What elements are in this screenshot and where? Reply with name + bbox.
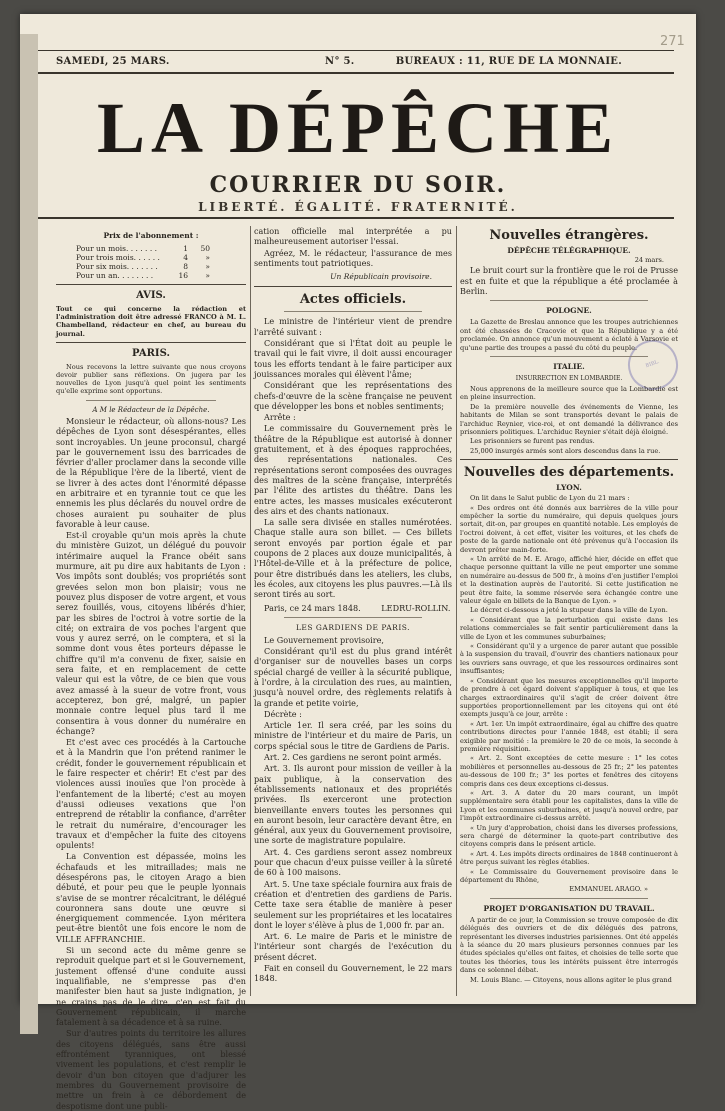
article-paragraph: « Art. 2. Sont exceptées de cette mesure : 1° les cotes mobilières et personnelles au-dessous de 25 fr.; 2° les patentes au-dessous de 100 fr.; 3° les portes et fenêtres des citoyens compris dans ces deux exceptions ci-dessus. (460, 754, 678, 788)
article-paragraph: Le ministre de l'intérieur vient de prendre l'arrêté suivant : (254, 316, 452, 337)
article-paragraph: La salle sera divisée en stalles numérotées. Chaque stalle aura son billet. — Ces billets seront envoyés par portion égale et par coupons de 2 places aux douze municipalités, à l'Hôtel-de-Ville et à la préfecture de police, pour être distribués dans les ateliers, les clubs, les écoles, aux citoyens les plus pauvres.—Là ils seront tirés au sort. (254, 517, 452, 600)
paris-intro: Nous recevons la lettre suivante que nous croyons devoir publier sans réflexions. On jugera par les nouvelles de Lyon jusqu'à quel point les sentiments qu'elle exprime sont opportuns. (56, 362, 246, 396)
price-row: Pour six mois. . . . . . . 8 » (76, 262, 210, 271)
pologne-title: POLOGNE. (546, 306, 592, 316)
shelfmark: 271 (660, 34, 685, 49)
article-paragraph: « Un arrêté de M. E. Arago, affiché hier, décide en effet que chaque personne quittant la ville ne peut emporter une somme en numéraire au-dessus de 500 fr., à moins d'en justifier l'emploi et la destination auprès de l'autorité. Si cette justification ne peut être faite, la somme réservée sera échangée contre une valeur égale en billets de la Banque de Lyon. » (460, 555, 678, 606)
top-rule (38, 50, 674, 51)
letter-address: A M le Rédacteur de la Dépêche. (92, 405, 210, 414)
price-row: Pour trois mois. . . . . . 4 » (76, 253, 210, 262)
projet-title: PROJET D'ORGANISATION DU TRAVAIL. (483, 903, 655, 913)
article-paragraph: Les prisonniers se furent pas rendus. (470, 437, 595, 446)
insurrection-title: INSURRECTION EN LOMBARDIE. (515, 374, 623, 382)
article-paragraph: A partir de ce jour, la Commission se trouve composée de dix délégués des ouvriers et de dix délégués des patrons, représentant les diverses industries parisiennes. Ont été appelés à la séance du 20 mars plusieurs personnes connues par les études spéciales qu'elles ont faites, et choisies de telle sorte que toutes les théories, tous les intérêts puissent être interrogés dans ce solennel débat. (460, 915, 678, 975)
prices-table (76, 244, 246, 280)
article-paragraph: Et c'est avec ces procédés à la Cartouche et à la Mandrin que l'on prétend ranimer le crédit, fonder le gouvernement républicain et le faire respecter et chérir! Et c'est par des violences aussi inouïes que l'on procède à l'enfantement de la liberté; c'est au moyen d'aussi odieuses vexations que l'on entreprend de rétablir la confiance, d'arrêter le retrait du numéraire, d'encourager les travaux et d'empêcher la fuite des citoyens opulents! (56, 737, 246, 851)
masthead-title: LA DÉPÊCHE (96, 88, 620, 168)
masthead-rule (38, 217, 674, 219)
article-paragraph: Si un second acte du même genre se reproduit quelque part et si le Gouvernement, justement offensé d'une conduite aussi inqualifiable, ne s'empresse pas d'en manifester bien haut sa juste indignation, je ne crains pas de le dire, c'en est fait du Gouvernement républicain, il marche fatalement à sa décadence et à sa ruine. (56, 945, 246, 1028)
masthead-subtitle: COURRIER DU SOIR. (209, 172, 507, 198)
divider (86, 400, 216, 401)
article-paragraph: Art. 3. Ils auront pour mission de veiller à la paix publique, à la conservation des établissements nationaux et des propriétés privées. Ils exerceront une protection bienveillante envers toutes les personnes qui en auront besoin, leur caractère devant être, en général, aux yeux du Gouvernement provisoire, une sorte de magistrature populaire. (254, 763, 452, 846)
column-divider (456, 226, 457, 996)
article-paragraph: Article 1er. Il sera créé, par les soins du ministre de l'intérieur et du maire de Paris, un corps spécial sous le titre de Gardiens de Paris. (254, 720, 452, 751)
divider (254, 286, 452, 287)
dispatch-date: 24 mars. (634, 256, 664, 264)
paris-title: PARIS. (132, 347, 170, 359)
article-paragraph: « Un jury d'approbation, choisi dans les diverses professions, sera chargé de déterminer la quote-part contributive des citoyens compris dans le présent article. (460, 823, 678, 849)
divider (490, 898, 648, 899)
avis-title: AVIS. (136, 290, 166, 301)
divider (284, 617, 422, 618)
actes-title: Actes officiels. (299, 292, 407, 308)
header-office: BUREAUX : 11, RUE DE LA MONNAIE. (395, 56, 622, 67)
article-paragraph: Fait en conseil du Gouvernement, le 22 mars 1848. (254, 963, 452, 984)
column-2 (254, 226, 452, 996)
gardiens-title: LES GARDIENS DE PARIS. (295, 622, 411, 632)
price-row: Pour un mois. . . . . . . 1 50 (76, 244, 210, 253)
article-paragraph: De la première nouvelle des événements de Vienne, les habitants de Milan se sont transportés devant le palais de l'archiduc Reynier, vice-roi, et ont demandé la délivrance des prisonniers politiques. L'archiduc Reynier s'était déjà éloigné. (460, 402, 678, 436)
divider (56, 284, 246, 285)
newspaper-page (20, 14, 696, 1111)
article-paragraph: Est-il croyable qu'un mois après la chute du ministère Guizot, un délégué du pouvoir intérimaire auquel la France obéit sans murmure, ait pu dire aux habitants de Lyon : Vos impôts sont doublés; vos propriétés sont grevées selon mon bon plaisir; vous ne pouvez plus disposer de votre argent, et vous serez fouillés, vous, citoyens libérés d'hier, par les sbires de l'octroi à votre sortie de la cité; on extraira de vos poches l'argent que vous y aurez serré, on le comptera, et si la somme dont vous êtes porteurs dépasse le chiffre qu'il m'a convenu de fixer, saisie en sera faite, et en remplacement de cette valeur qui est la vôtre, de ce bien que vous avez amassé à la sueur de votre front, vous accepterez, bon gré, malgré, un papier monnaie contre lequel plus tard il me consentira à vous donner du numéraire en échange? (56, 530, 246, 736)
article-paragraph: « Art. 3. A dater du 20 mars courant, un impôt supplémentaire sera établi pour les capitalistes, dans la ville de Lyon et les communes suburbaines, et jusqu'à nouvel ordre, par l'impôt extraordinaire ci-dessus arrêté. (460, 788, 678, 823)
library-stamp: BIBL. (621, 333, 685, 397)
column-3 (460, 226, 678, 996)
article-paragraph: « Art. 4. Les impôts directs ordinaires de 1848 continueront à être perçus suivant les règles établies. (460, 849, 678, 867)
lyon-signature: EMMANUEL ARAGO. » (569, 885, 648, 894)
divider (490, 300, 648, 301)
article-paragraph: Nous apprenons de la meilleure source que la Lombardie est en pleine insurrection. (460, 384, 678, 402)
masthead-motto: LIBERTÉ. ÉGALITÉ. FRATERNITÉ. (198, 200, 518, 214)
column-divider (250, 226, 251, 996)
article-paragraph: « Considérant que les mesures exceptionnelles qu'il importe de prendre à cet égard doivent s'appliquer à tous, et que les charges extraordinaires qu'il s'agit de créer doivent être supportées proportionnellement par les citoyens qui ont été exempts jusqu'à ce jour, arrête : (460, 676, 678, 719)
article-paragraph: Art. 2. Ces gardiens ne seront point armés. (264, 752, 442, 763)
article-paragraph: « Considérant qu'il y a urgence de parer autant que possible à la suspension du travail, d'ouvrir des chantiers nationaux pour les ouvriers sans ouvrage, et que les ressources ordinaires sont insuffisantes; (460, 642, 678, 676)
divider (490, 356, 648, 357)
article-paragraph: La Gazette de Breslau annonce que les troupes autrichiennes ont été chassées de Cracovie et que la République y a été proclamée. On annonce qu'un mouvement a éclaté à Varsovie et qu'une partie des troupes a passé du côté du peuple. (460, 318, 678, 352)
article-paragraph: M. Louis Blanc. — Citoyens, nous allons agiter le plus grand (470, 975, 672, 984)
article-paragraph: « Art. 1er. Un impôt extraordinaire, égal au chiffre des quatre contributions directes pour l'année 1848, est établi; il sera exigible par moitié : la première le 20 de ce mois, la seconde à première réquisition. (460, 719, 678, 753)
decree-signature: Paris, ce 24 mars 1848. LEDRU-ROLLIN. (264, 602, 451, 613)
etrangeres-title: Nouvelles étrangères. (489, 228, 649, 243)
header-issue: N° 5. (325, 56, 355, 67)
divider (56, 342, 246, 343)
article-paragraph: Art. 4. Ces gardiens seront assez nombreux pour que chacun d'eux puisse veiller à la sûreté de 60 à 100 maisons. (254, 846, 452, 878)
header-date: SAMEDI, 25 MARS. (56, 56, 170, 67)
article-paragraph: Considérant que si l'État doit au peuple le travail qui le fait vivre, il doit aussi encourager tous les efforts tendant à le faire participer aux jouissances morales qui élèvent l'âme; (254, 338, 452, 379)
letter-signature: Un Républicain provisoire. (330, 272, 432, 282)
article-paragraph: Le bruit court sur la frontière que le roi de Prusse est en fuite et que la république a été proclamée à Berlin. (460, 265, 678, 296)
article-paragraph: Considérant qu'il est du plus grand intérêt d'organiser sur de nouvelles bases un corps spécial chargé de veiller à la sécurité publique, à l'ordre, à la circulation des rues, au maintien, jusqu'à nouvel ordre, des règlements relatifs à la grande et petite voirie, (254, 646, 452, 708)
divider (284, 311, 422, 312)
article-paragraph: Décrète : (264, 708, 302, 719)
lyon-title: LYON. (556, 483, 582, 493)
depeche-title: DÉPÊCHE TÉLÉGRAPHIQUE. (507, 246, 631, 255)
article-paragraph: Le décret ci-dessous a jeté la stupeur dans la ville de Lyon. (470, 606, 668, 615)
article-paragraph: « Le Commissaire du Gouvernement provisoire dans le département du Rhône, (460, 867, 678, 885)
article-paragraph: Arrête : (264, 412, 296, 423)
price-row: Pour un an. . . . . . . . 16 » (76, 271, 210, 280)
article-paragraph: « Des ordres ont été donnés aux barrières de la ville pour empêcher la sortie du numéraire, qui depuis quelques jours sortait, dit-on, par groupes en quantité notable. Les employés de l'octroi doivent, à cet effet, visiter les voitures, et les chefs de poste de la garde nationale ont été prévenus qu'à l'occasion ils devront prêter main-forte. (460, 503, 678, 554)
header-rule (38, 72, 674, 74)
prices-title: Prix de l'abonnement : (103, 231, 199, 240)
article-paragraph: « Considérant que la perturbation qui existe dans les relations commerciales se fait sentir particulièrement dans la ville de Lyon et les communes suburbaines; (460, 615, 678, 641)
article-paragraph: Le Gouvernement provisoire, (264, 634, 384, 645)
article-paragraph: Monsieur le rédacteur, où allons-nous? Les dépêches de Lyon sont désespérantes, elles sont incroyables. Un jeune proconsul, chargé par le gouvernement issu des barricades de février d'aller proclamer dans la seconde ville de la République l'ère de la liberté, vient de se livrer à des actes dont l'énormité dépasse en arbitraire et en tyrannie tout ce que les ennemis les plus déclarés du nouvel ordre de choses auraient pu souhaiter de plus favorable à leur cause. (56, 415, 246, 529)
article-paragraph: Art. 5. Une taxe spéciale fournira aux frais de création et d'entretien des gardiens de Paris. Cette taxe sera établie de manière à peser seulement sur les propriétaires et les locataires dont le loyer s'élève à plus de 1,000 fr. par an. (254, 878, 453, 930)
article-paragraph: Sur d'autres points du territoire les allures des citoyens délégués, sans être aussi effrontément tyranniques, ont blessé vivement les populations, et c'est remplir le devoir d'un bon citoyen que d'adjurer les membres du Gouvernement provisoire de mettre un frein à ce débordement de despotisme dont une publi- (56, 1028, 246, 1111)
article-paragraph: Le commissaire du Gouvernement près le théâtre de la République est autorisé à donner gratuitement, et à des époques rapprochées, des représentations nationales. Ces représentations seront composées des ouvrages des maîtres de la scène française, interprétés par l'élite des artistes du théâtre. Dans les entre actes, les masses musicales exécuteront des airs et des chants nationaux. (254, 423, 452, 516)
article-paragraph: Art. 6. Le maire de Paris et le ministre de l'intérieur sont chargés de l'exécution du présent décret. (254, 931, 452, 962)
italie-title: ITALIE. (553, 361, 585, 371)
article-paragraph: La Convention est dépassée, moins les échafauds et les mitraillades; mais ne désespérons pas, le citoyen Arago a bien débuté, et pour peu que le peuple lyonnais s'avise de se montrer récalcitrant, le délégué couronnera sans doute une œuvre si énergiquement commencée. Lyon méritera peut-être bientôt une fois encore le nom de VILLE AFFRANCHIE. (56, 851, 246, 944)
avis-text: Tout ce qui concerne la rédaction et l'administration doit être adressé FRANCO à M. L. Chambelland, rédacteur en chef, au bureau du journal. (56, 305, 246, 338)
letter-closing: Agréez, M. le rédacteur, l'assurance de mes sentiments tout patriotiques. (254, 247, 452, 268)
column-1 (56, 226, 246, 1111)
article-paragraph: On lit dans le Salut public de Lyon du 21 mars : (470, 494, 630, 503)
article-paragraph: cation officielle mal interprétée a pu malheureusement autoriser l'essai. (254, 226, 452, 247)
article-paragraph: 25,000 insurgés armés sont alors descendus dans la rue. (470, 446, 661, 455)
article-paragraph: Considérant que les représentations des chefs-d'œuvre de la scène française ne peuvent que développer les bons et nobles sentiments; (254, 380, 452, 411)
divider (460, 459, 678, 460)
departements-title: Nouvelles des départements. (463, 465, 675, 481)
